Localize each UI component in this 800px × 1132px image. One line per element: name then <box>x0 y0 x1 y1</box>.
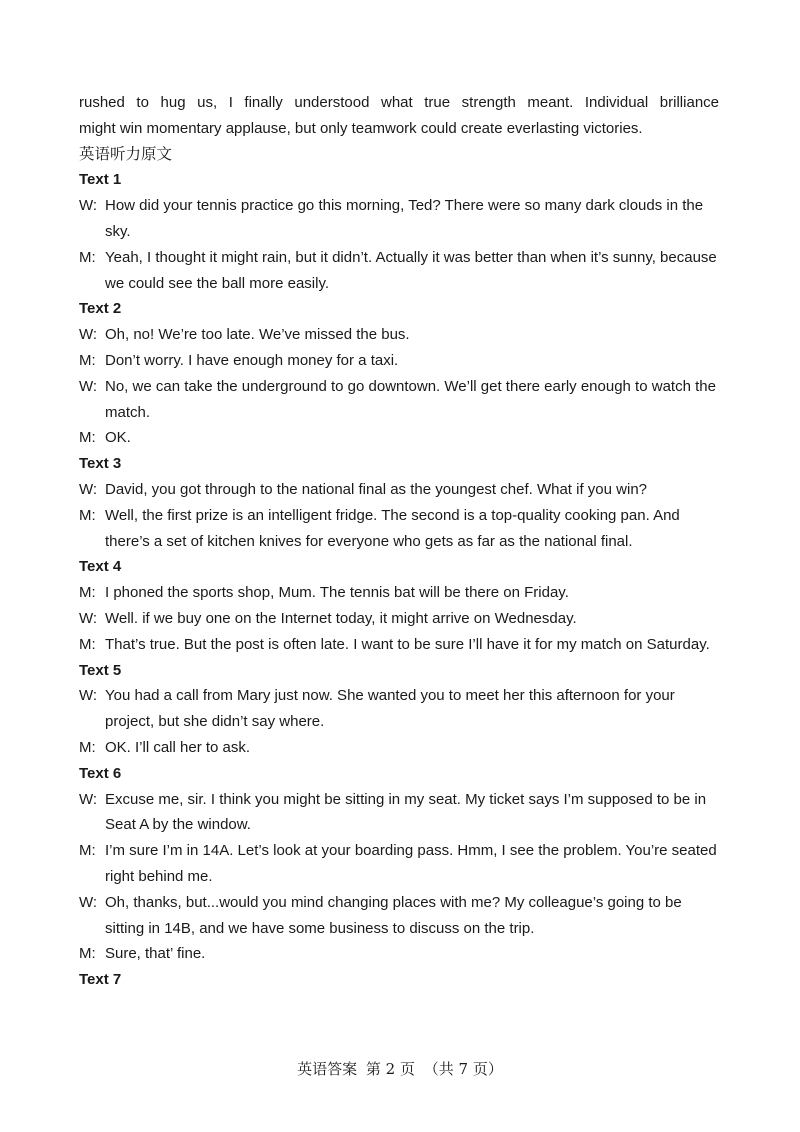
text-title: Text 5 <box>79 661 122 679</box>
footer-total-pages: （共 7 页） <box>423 1060 503 1078</box>
dialog-line <box>79 322 719 348</box>
dialog-text: OK. <box>105 429 131 447</box>
text-title: Text 3 <box>79 455 122 473</box>
dialog-text: No, we can take the underground to go downtown. We’ll get there early enough to watch the match. <box>105 377 716 421</box>
section-heading: 英语听力原文 <box>79 144 173 163</box>
dialog-text: You had a call from Mary just now. She wanted you to meet her this afternoon for your project, but she didn’t say where. <box>105 687 675 731</box>
text-block-5 <box>79 658 719 761</box>
dialog-line <box>79 941 719 967</box>
dialog-line <box>79 787 719 839</box>
speaker-label: W: <box>79 893 98 911</box>
speaker-label: M: <box>79 945 96 963</box>
dialog-text: Yeah, I thought it might rain, but it didn’t. Actually it was better than when it’s sunny, because we could see the ball more easily. <box>105 248 717 292</box>
dialog-text: I’m sure I’m in 14A. Let’s look at your boarding pass. Hmm, I see the problem. You’re seated right behind me. <box>105 842 717 885</box>
intro-line-2: might win momentary applause, but only teamwork could create everlasting victories. <box>79 119 643 137</box>
text-title: Text 2 <box>79 300 122 318</box>
dialog-text: Don’t worry. I have enough money for a taxi. <box>105 351 399 369</box>
footer-page-number: 第 2 页 <box>365 1060 415 1078</box>
dialog-text: Oh, no! We’re too late. We’ve missed the bus. <box>105 326 410 344</box>
text-title: Text 6 <box>79 764 122 782</box>
speaker-label: W: <box>79 687 98 705</box>
dialog-text: Sure, that’ fine. <box>105 945 206 963</box>
dialog-text: OK. I’ll call her to ask. <box>105 738 251 756</box>
speaker-label: W: <box>79 377 98 395</box>
dialog-text: I phoned the sports shop, Mum. The tennis bat will be there on Friday. <box>105 584 569 602</box>
speaker-label: M: <box>79 248 96 266</box>
footer-label: 英语答案 <box>297 1060 358 1078</box>
speaker-label: M: <box>79 635 96 653</box>
text-block-1 <box>79 167 719 296</box>
dialog-line <box>79 245 719 297</box>
dialog-line <box>79 580 719 606</box>
text-block-3 <box>79 451 719 554</box>
dialog-line <box>79 477 719 503</box>
dialog-line <box>79 890 719 942</box>
dialog-text: Well. if we buy one on the Internet today, it might arrive on Wednesday. <box>105 609 577 627</box>
dialog-line <box>79 632 719 658</box>
speaker-label: M: <box>79 842 96 860</box>
speaker-label: M: <box>79 506 96 524</box>
text-title: Text 7 <box>79 971 122 989</box>
speaker-label: M: <box>79 351 96 369</box>
dialog-text: Oh, thanks, but...would you mind changing places with me? My colleague’s going to be sitting in 14B, and we have some business to discuss on the trip. <box>105 893 682 937</box>
dialog-line <box>79 683 719 735</box>
dialog-line <box>79 374 719 426</box>
dialog-line <box>79 503 719 555</box>
dialog-line <box>79 735 719 761</box>
text-title: Text 4 <box>79 558 122 576</box>
page-footer <box>0 1058 800 1079</box>
speaker-label: W: <box>79 609 98 627</box>
speaker-label: W: <box>79 326 98 344</box>
text-block-6 <box>79 761 719 967</box>
dialog-line <box>79 348 719 374</box>
speaker-label: W: <box>79 197 98 215</box>
dialog-text: Excuse me, sir. I think you might be sitting in my seat. My ticket says I’m supposed to be in Seat A by the window. <box>105 790 707 834</box>
dialog-line <box>79 838 719 890</box>
speaker-label: M: <box>79 429 96 447</box>
intro-line-1: rushed to hug us, I finally understood what true strength meant. Individual brilliance <box>79 94 719 111</box>
dialog-line <box>79 606 719 632</box>
dialog-line <box>79 193 719 245</box>
speaker-label: W: <box>79 480 98 498</box>
speaker-label: M: <box>79 584 96 602</box>
dialog-text: That’s true. But the post is often late. I want to be sure I’ll have it for my match on Saturday. <box>105 635 710 653</box>
dialog-text: How did your tennis practice go this morning, Ted? There were so many dark clouds in the sky. <box>105 197 704 240</box>
page-content <box>79 90 719 993</box>
dialog-line <box>79 425 719 451</box>
text-block-7 <box>79 967 719 993</box>
speaker-label: W: <box>79 790 98 808</box>
dialog-text: David, you got through to the national final as the youngest chef. What if you win? <box>105 480 647 498</box>
text-block-2 <box>79 296 719 451</box>
text-title: Text 1 <box>79 171 122 189</box>
dialog-text: Well, the first prize is an intelligent fridge. The second is a top-quality cooking pan. And there’s a set of kitchen knives for everyone who gets as far as the national final. <box>105 506 680 550</box>
text-block-4 <box>79 554 719 657</box>
speaker-label: M: <box>79 738 96 756</box>
